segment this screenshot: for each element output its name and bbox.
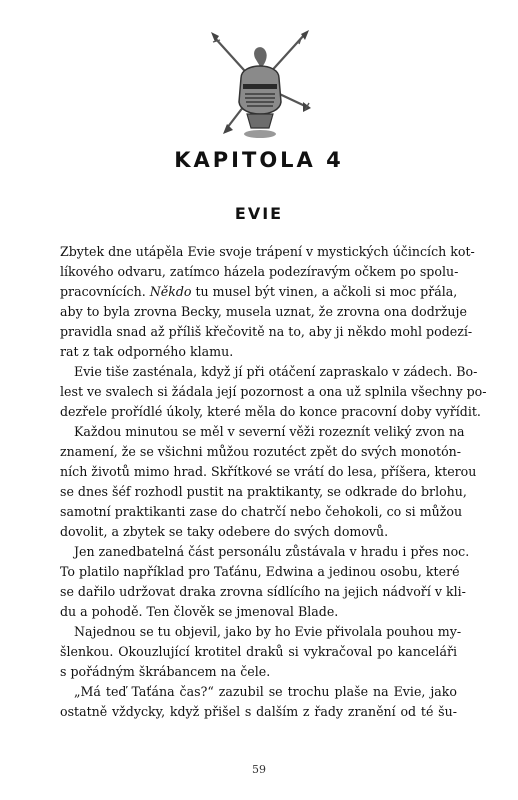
text-line: s pořádným škrábancem na čele. — [60, 664, 271, 679]
text-line: Každou minutou se měl v severní věži rozeznít veliký zvon na — [74, 424, 465, 439]
text-line: ostatně vždycky, když přišel s dalším z řady zranění od té šu- — [60, 704, 457, 719]
text-fragment: pracovnících. — [60, 284, 150, 299]
text-line: Evie tiše zasténala, když jí při otáčení zapraskalo v zádech. Bo- — [74, 364, 478, 379]
text-line: Zbytek dne utápěla Evie svoje trápení v mystických účincích kot- — [60, 244, 475, 259]
text-line: dovolit, a zbytek se taky odebere do svých domovů. — [60, 524, 389, 539]
text-fragment: tu musel být vinen, a ačkoli si moc přála, — [191, 284, 458, 299]
text-line: šlenkou. Okouzlující krotitel draků si vykračoval po kanceláři — [60, 644, 457, 659]
text-line: To platilo například pro Taťánu, Edwina a jedinou osobu, které — [60, 564, 460, 579]
text-line: du a pohodě. Ten člověk se jmenoval Blade. — [60, 604, 339, 619]
text-line: samotní praktikanti zase do chatrčí nebo čehokoli, co si můžou — [60, 504, 463, 519]
text-line: „Má teď Taťána čas?“ zazubil se trochu plaše na Evie, jako — [74, 684, 457, 699]
text-line: lest ve svalech si žádala její pozornost a ona už splnila všechny po- — [60, 384, 487, 399]
page-number: 59 — [252, 763, 266, 776]
text-line — [60, 282, 457, 302]
text-line: se dnes šéf rozhodl pustit na praktikanty, se odkrade do brlohu, — [60, 484, 467, 499]
text-line: znamení, že se všichni můžou rozutéct zpět do svých monotón- — [60, 444, 462, 459]
text-line: Najednou se tu objevil, jako by ho Evie přivolala pouhou my- — [74, 624, 462, 639]
text-line: rat z tak odporného klamu. — [60, 344, 234, 359]
text-line: pravidla snad až příliš křečovitě na to, aby ji někdo mohl podezí- — [60, 324, 473, 339]
text-line: se dařilo udržovat draka zrovna sídlícího na jejich nádvoří v kli- — [60, 584, 466, 599]
knight-helmet-with-arrows-icon — [205, 28, 315, 146]
text-line: aby to byla zrovna Becky, musela uznat, že zrovna ona dodržuje — [60, 304, 467, 319]
chapter-subtitle: EVIE — [234, 204, 284, 223]
text-line: líkového odvaru, zatímco házela podezíravým očkem po spolu- — [60, 264, 459, 279]
body-text — [60, 242, 487, 722]
text-line: dezřele prořídlé úkoly, které měla do konce pracovní doby vyřídit. — [60, 404, 481, 419]
text-line: Jen zanedbatelná část personálu zůstávala v hradu i přes noc. — [74, 544, 470, 559]
chapter-title: KAPITOLA 4 — [174, 148, 344, 172]
emphasis: Někdo — [149, 284, 192, 299]
text-line: ních životů mimo hrad. Skřítkové se vrátí do lesa, příšera, kterou — [60, 464, 477, 479]
